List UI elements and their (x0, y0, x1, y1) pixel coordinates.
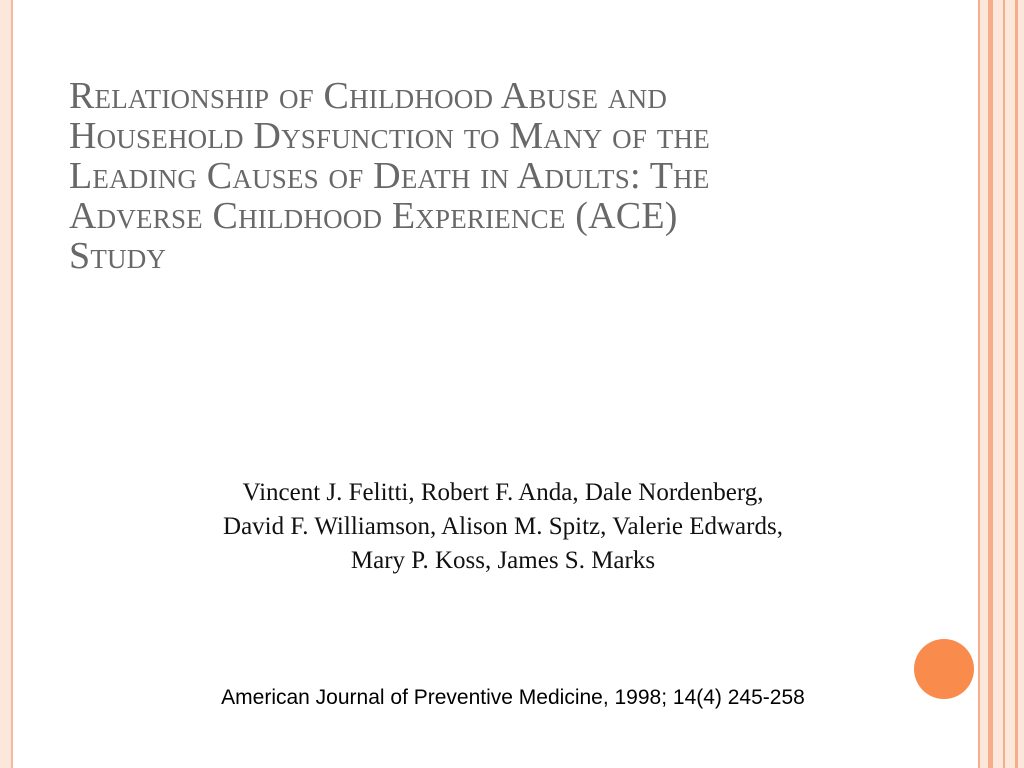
left-border-decoration (0, 0, 13, 768)
authors-line: Mary P. Koss, James S. Marks (350, 547, 656, 574)
authors-line: Vincent J. Felitti, Robert F. Anda, Dale Nordenberg, (242, 479, 764, 506)
title-line: Leading Causes of Death in Adults: The (69, 155, 710, 197)
slide-title (69, 76, 929, 276)
right-border-decoration (978, 0, 1024, 768)
journal-citation: American Journal of Preventive Medicine, 1998; 14(4) 245-258 (221, 686, 805, 709)
title-line: Adverse Childhood Experience (ACE) (69, 195, 678, 237)
title-line: Relationship of Childhood Abuse and (69, 75, 668, 117)
authors-block (70, 476, 936, 578)
title-line: Household Dysfunction to Many of the (69, 115, 710, 157)
title-line: Study (69, 235, 167, 277)
authors-line: David F. Williamson, Alison M. Spitz, Valerie Edwards, (223, 513, 783, 540)
